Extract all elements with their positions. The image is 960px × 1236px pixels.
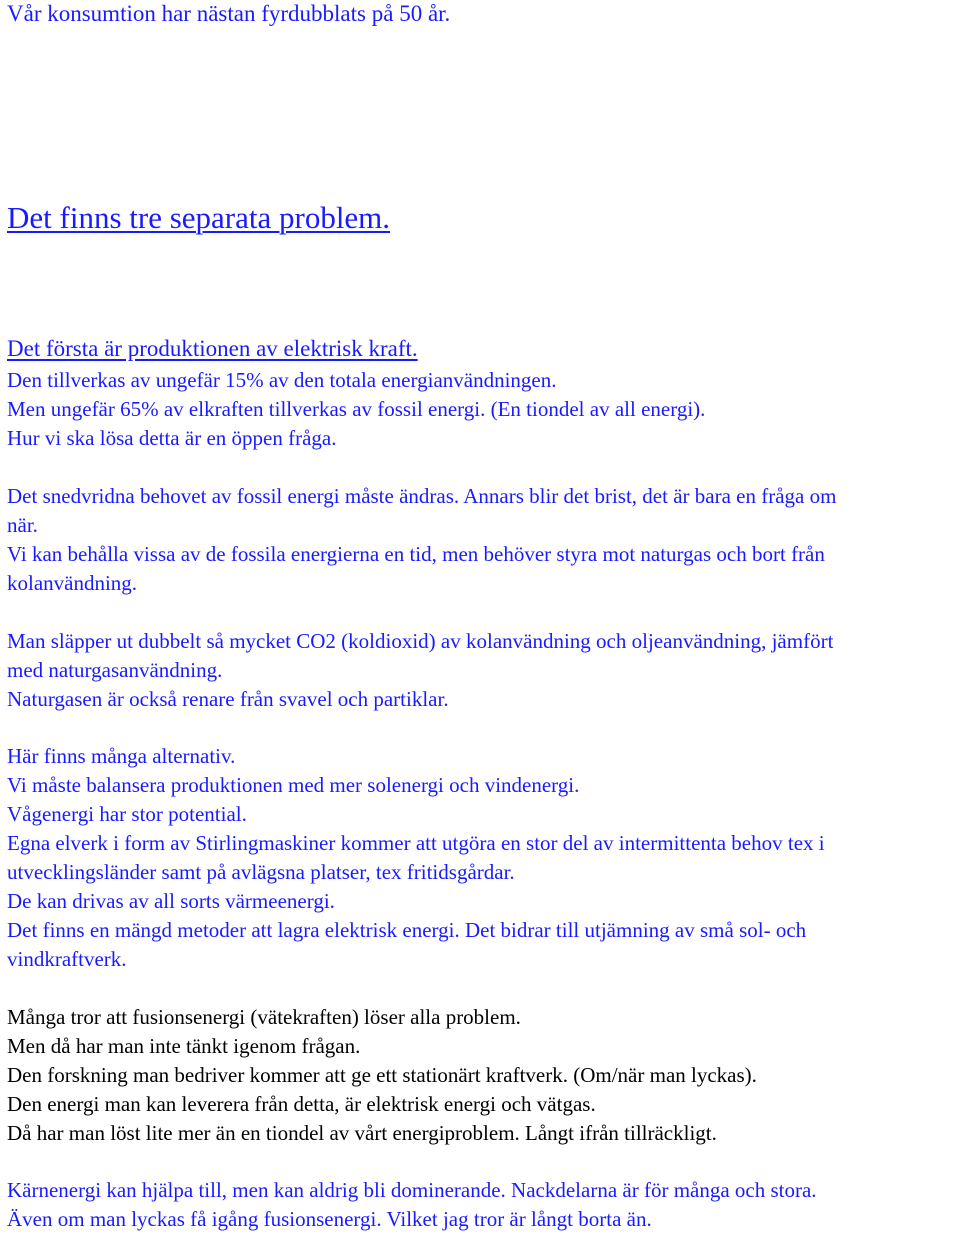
fusion-paragraph-5: Då har man löst lite mer än en tiondel av vårt energiproblem. Långt ifrån tillräckligt. xyxy=(7,1121,717,1145)
section1-title: Det första är produktionen av elektrisk kraft. xyxy=(7,336,418,361)
blue-paragraph-2b: kolanvändning. xyxy=(7,571,138,595)
nuclear-paragraph-1: Kärnenergi kan hjälpa till, men kan aldrig bli dominerande. Nackdelarna är för många och stora. xyxy=(7,1178,817,1202)
blue-paragraph-7: Vågenergi har stor potential. xyxy=(7,802,247,826)
fusion-paragraph-4: Den energi man kan leverera från detta, är elektrisk energi och vätgas. xyxy=(7,1092,596,1116)
blue-paragraph-1b: när. xyxy=(7,513,38,537)
fusion-paragraph-2: Men då har man inte tänkt igenom frågan. xyxy=(7,1034,361,1058)
problems-heading: Det finns tre separata problem. xyxy=(7,200,391,235)
blue-paragraph-8a: Egna elverk i form av Stirlingmaskiner kommer att utgöra en stor del av intermittenta behov tex i xyxy=(7,831,825,855)
section1-paragraph-3: Hur vi ska lösa detta är en öppen fråga. xyxy=(7,426,337,450)
blue-paragraph-6: Vi måste balansera produktionen med mer solenergi och vindenergi. xyxy=(7,773,580,797)
blue-paragraph-4: Naturgasen är också renare från svavel och partiklar. xyxy=(7,687,449,711)
section1-paragraph-1: Den tillverkas av ungefär 15% av den totala energianvändningen. xyxy=(7,368,557,392)
fusion-paragraph-3: Den forskning man bedriver kommer att ge ett stationärt kraftverk. (Om/när man lyckas). xyxy=(7,1063,757,1087)
intro-line: Vår konsumtion har nästan fyrdubblats på 50 år. xyxy=(7,1,451,26)
blue-paragraph-9: De kan drivas av all sorts värmeenergi. xyxy=(7,889,335,913)
blue-paragraph-3a: Man släpper ut dubbelt så mycket CO2 (koldioxid) av kolanvändning och oljeanvändning, jämfört xyxy=(7,629,834,653)
blue-paragraph-3b: med naturgasanvändning. xyxy=(7,658,223,682)
blue-paragraph-1a: Det snedvridna behovet av fossil energi måste ändras. Annars blir det brist, det är bara en fråga om xyxy=(7,484,837,508)
nuclear-paragraph-2: Även om man lyckas få igång fusionsenergi. Vilket jag tror är långt borta än. xyxy=(7,1207,652,1231)
blue-paragraph-2a: Vi kan behålla vissa av de fossila energierna en tid, men behöver styra mot naturgas och bort från xyxy=(7,542,825,566)
blue-paragraph-10a: Det finns en mängd metoder att lagra elektrisk energi. Det bidrar till utjämning av små sol- och xyxy=(7,918,807,942)
section1-paragraph-2: Men ungefär 65% av elkraften tillverkas av fossil energi. (En tiondel av all energi). xyxy=(7,397,706,421)
blue-paragraph-10b: vindkraftverk. xyxy=(7,947,127,971)
fusion-paragraph-1: Många tror att fusionsenergi (vätekraften) löser alla problem. xyxy=(7,1005,521,1029)
blue-paragraph-8b: utvecklingsländer samt på avlägsna platser, tex fritidsgårdar. xyxy=(7,860,515,884)
blue-paragraph-5: Här finns många alternativ. xyxy=(7,744,236,768)
